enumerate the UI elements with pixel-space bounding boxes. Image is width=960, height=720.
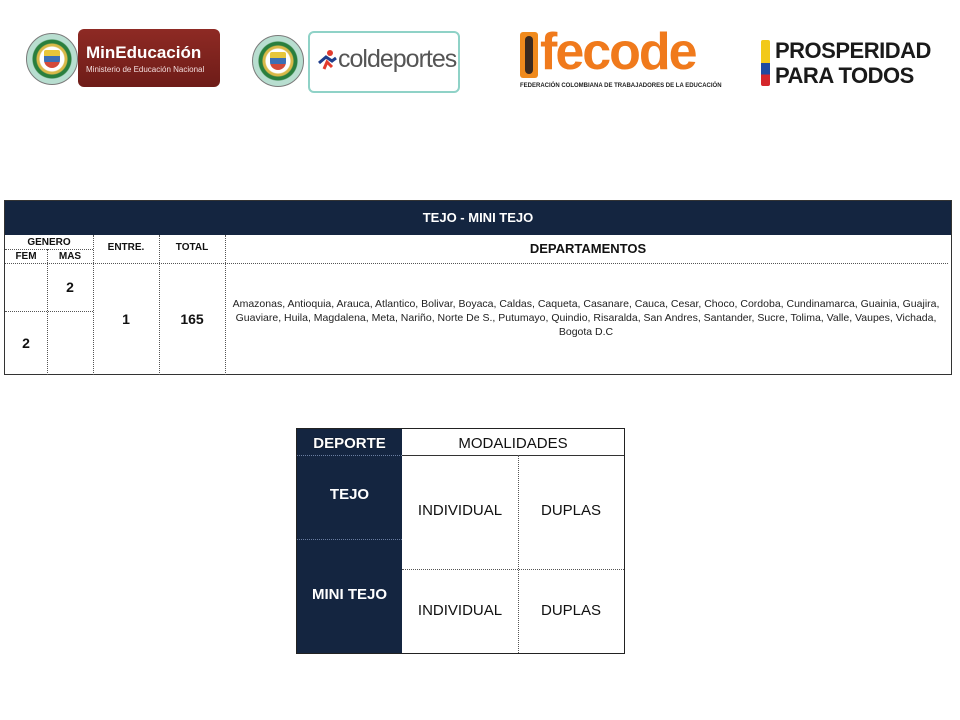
colombia-seal-icon	[26, 33, 78, 85]
mas-header: MAS	[58, 250, 82, 262]
fem-header: FEM	[15, 250, 37, 262]
prosperidad-line2: PARA TODOS	[775, 63, 914, 88]
mineducacion-subtitle: Ministerio de Educación Nacional	[86, 65, 205, 74]
departamentos-header: DEPARTAMENTOS	[529, 240, 647, 256]
fecode-mark-icon	[520, 32, 538, 78]
total-value: 165	[180, 311, 204, 327]
colombia-seal-icon	[252, 35, 304, 87]
modalities-table	[296, 428, 625, 654]
total-header: TOTAL	[175, 241, 209, 253]
deporte-mini-tejo: MINI TEJO	[311, 586, 387, 603]
deporte-header: DEPORTE	[313, 435, 386, 452]
coldeportes-logo	[252, 29, 460, 91]
mod-duplas: DUPLAS	[540, 602, 602, 619]
fem-value: 2	[22, 335, 30, 351]
table-title: TEJO - MINI TEJO	[5, 201, 951, 235]
prosperidad-logo	[761, 38, 941, 90]
mineducacion-name: MinEducación	[86, 43, 202, 62]
mineducacion-panel	[78, 29, 220, 87]
modalidades-header: MODALIDADES	[458, 435, 568, 452]
deporte-column	[297, 429, 402, 653]
deporte-tejo: TEJO	[329, 486, 370, 503]
coldeportes-panel	[308, 31, 460, 93]
prosperidad-line1: PROSPERIDAD	[775, 38, 931, 63]
participation-table	[4, 200, 952, 375]
colombia-flag-icon	[761, 40, 770, 86]
mas-value: 2	[66, 279, 74, 295]
mod-individual: INDIVIDUAL	[417, 602, 503, 619]
fecode-name: fecode	[540, 23, 696, 81]
mod-individual: INDIVIDUAL	[417, 502, 503, 519]
runner-icon	[316, 49, 338, 71]
departamentos-list: Amazonas, Antioquia, Arauca, Atlantico, Bolivar, Boyaca, Caldas, Caqueta, Casanare, Cauca, Cesar, Choco, Cordoba, Cundinamarca, Guainia, Guajira, Guaviare, Huila, Magdalena, Meta, Nariño, Norte De S., Putumayo, Quindio, Risaralda, San Andres, Santander, Sucre, Tolima, Valle, Vaupes, Vichada, Bogota D.C	[232, 298, 940, 338]
entre-value: 1	[122, 311, 130, 327]
mod-duplas: DUPLAS	[540, 502, 602, 519]
fecode-subtitle: FEDERACIÓN COLOMBIANA DE TRABAJADORES DE LA EDUCACIÓN	[520, 83, 722, 89]
genero-header: GENERO	[27, 236, 71, 248]
entre-header: ENTRE.	[107, 241, 145, 253]
coldeportes-name: coldeportes	[338, 45, 457, 73]
mineducacion-logo	[24, 29, 220, 89]
fecode-logo	[518, 23, 722, 94]
